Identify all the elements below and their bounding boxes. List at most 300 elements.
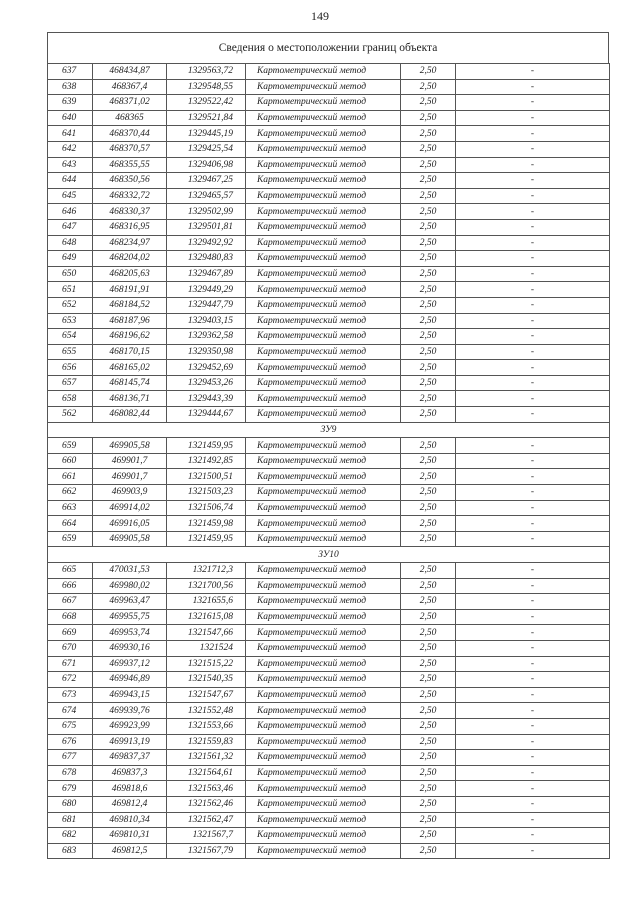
accuracy-cell: 2,50 — [401, 95, 456, 111]
accuracy-cell: 2,50 — [401, 141, 456, 157]
x-coordinate-cell: 468350,56 — [93, 173, 167, 189]
method-cell: Картометрический метод — [246, 282, 401, 298]
table-row — [48, 672, 610, 688]
x-coordinate-cell: 468184,52 — [93, 297, 167, 313]
method-cell: Картометрический метод — [246, 734, 401, 750]
accuracy-cell: 2,50 — [401, 235, 456, 251]
x-coordinate-cell: 468234,97 — [93, 235, 167, 251]
table-row — [48, 141, 610, 157]
table-row — [48, 625, 610, 641]
description-cell: - — [456, 750, 610, 766]
x-coordinate-cell: 469810,34 — [93, 812, 167, 828]
table-row — [48, 812, 610, 828]
x-coordinate-cell: 469903,9 — [93, 485, 167, 501]
method-cell: Картометрический метод — [246, 329, 401, 345]
x-coordinate-cell: 469905,58 — [93, 438, 167, 454]
x-coordinate-cell: 469812,4 — [93, 796, 167, 812]
table-row — [48, 173, 610, 189]
x-coordinate-cell: 468367,4 — [93, 79, 167, 95]
point-number-cell: 677 — [48, 750, 93, 766]
method-cell: Картометрический метод — [246, 485, 401, 501]
method-cell: Картометрический метод — [246, 266, 401, 282]
y-coordinate-cell: 1321459,98 — [167, 516, 246, 532]
y-coordinate-cell: 1321655,6 — [167, 594, 246, 610]
section-heading: ЗУ9 — [48, 422, 610, 438]
description-cell: - — [456, 734, 610, 750]
method-cell: Картометрический метод — [246, 812, 401, 828]
x-coordinate-cell: 468434,87 — [93, 64, 167, 80]
accuracy-cell: 2,50 — [401, 313, 456, 329]
point-number-cell: 658 — [48, 391, 93, 407]
point-number-cell: 655 — [48, 344, 93, 360]
y-coordinate-cell: 1321503,23 — [167, 485, 246, 501]
y-coordinate-cell: 1329492,92 — [167, 235, 246, 251]
x-coordinate-cell: 468170,15 — [93, 344, 167, 360]
boundary-table — [47, 32, 609, 859]
point-number-cell: 671 — [48, 656, 93, 672]
x-coordinate-cell: 469914,02 — [93, 500, 167, 516]
accuracy-cell: 2,50 — [401, 266, 456, 282]
method-cell: Картометрический метод — [246, 126, 401, 142]
table-row — [48, 235, 610, 251]
method-cell: Картометрический метод — [246, 453, 401, 469]
y-coordinate-cell: 1321547,66 — [167, 625, 246, 641]
accuracy-cell: 2,50 — [401, 734, 456, 750]
table-row — [48, 360, 610, 376]
y-coordinate-cell: 1321553,66 — [167, 718, 246, 734]
table-row — [48, 765, 610, 781]
table-row — [48, 594, 610, 610]
method-cell: Картометрический метод — [246, 563, 401, 579]
point-number-cell: 672 — [48, 672, 93, 688]
accuracy-cell: 2,50 — [401, 531, 456, 547]
method-cell: Картометрический метод — [246, 297, 401, 313]
x-coordinate-cell: 469810,31 — [93, 828, 167, 844]
accuracy-cell: 2,50 — [401, 219, 456, 235]
accuracy-cell: 2,50 — [401, 672, 456, 688]
y-coordinate-cell: 1329563,72 — [167, 64, 246, 80]
point-number-cell: 661 — [48, 469, 93, 485]
x-coordinate-cell: 468145,74 — [93, 375, 167, 391]
x-coordinate-cell: 469955,75 — [93, 609, 167, 625]
accuracy-cell: 2,50 — [401, 796, 456, 812]
y-coordinate-cell: 1321492,85 — [167, 453, 246, 469]
description-cell: - — [456, 173, 610, 189]
y-coordinate-cell: 1329406,98 — [167, 157, 246, 173]
x-coordinate-cell: 468136,71 — [93, 391, 167, 407]
x-coordinate-cell: 469818,6 — [93, 781, 167, 797]
method-cell: Картометрический метод — [246, 609, 401, 625]
accuracy-cell: 2,50 — [401, 563, 456, 579]
x-coordinate-cell: 468082,44 — [93, 407, 167, 423]
method-cell: Картометрический метод — [246, 79, 401, 95]
accuracy-cell: 2,50 — [401, 687, 456, 703]
table-row — [48, 157, 610, 173]
point-number-cell: 675 — [48, 718, 93, 734]
accuracy-cell: 2,50 — [401, 578, 456, 594]
method-cell: Картометрический метод — [246, 360, 401, 376]
description-cell: - — [456, 500, 610, 516]
point-number-cell: 650 — [48, 266, 93, 282]
page-number: 149 — [311, 9, 329, 23]
table-body — [48, 64, 610, 859]
table-row — [48, 687, 610, 703]
point-number-cell: 666 — [48, 578, 93, 594]
description-cell: - — [456, 407, 610, 423]
y-coordinate-cell: 1321562,47 — [167, 812, 246, 828]
description-cell: - — [456, 781, 610, 797]
description-cell: - — [456, 235, 610, 251]
accuracy-cell: 2,50 — [401, 79, 456, 95]
description-cell: - — [456, 297, 610, 313]
point-number-cell: 683 — [48, 843, 93, 859]
x-coordinate-cell: 468371,02 — [93, 95, 167, 111]
method-cell: Картометрический метод — [246, 188, 401, 204]
x-coordinate-cell: 468204,02 — [93, 251, 167, 267]
description-cell: - — [456, 204, 610, 220]
description-cell: - — [456, 563, 610, 579]
table-row — [48, 329, 610, 345]
accuracy-cell: 2,50 — [401, 843, 456, 859]
table-row — [48, 578, 610, 594]
y-coordinate-cell: 1329521,84 — [167, 110, 246, 126]
method-cell: Картометрический метод — [246, 703, 401, 719]
y-coordinate-cell: 1321515,22 — [167, 656, 246, 672]
point-number-cell: 654 — [48, 329, 93, 345]
method-cell: Картометрический метод — [246, 204, 401, 220]
method-cell: Картометрический метод — [246, 219, 401, 235]
x-coordinate-cell: 468187,96 — [93, 313, 167, 329]
y-coordinate-cell: 1329453,26 — [167, 375, 246, 391]
y-coordinate-cell: 1321506,74 — [167, 500, 246, 516]
method-cell: Картометрический метод — [246, 438, 401, 454]
method-cell: Картометрический метод — [246, 95, 401, 111]
method-cell: Картометрический метод — [246, 469, 401, 485]
description-cell: - — [456, 843, 610, 859]
method-cell: Картометрический метод — [246, 64, 401, 80]
point-number-cell: 660 — [48, 453, 93, 469]
accuracy-cell: 2,50 — [401, 344, 456, 360]
y-coordinate-cell: 1321567,7 — [167, 828, 246, 844]
table-row — [48, 796, 610, 812]
method-cell: Картометрический метод — [246, 625, 401, 641]
point-number-cell: 643 — [48, 157, 93, 173]
method-cell: Картометрический метод — [246, 344, 401, 360]
method-cell: Картометрический метод — [246, 313, 401, 329]
x-coordinate-cell: 468316,95 — [93, 219, 167, 235]
description-cell: - — [456, 578, 610, 594]
method-cell: Картометрический метод — [246, 516, 401, 532]
point-number-cell: 682 — [48, 828, 93, 844]
y-coordinate-cell: 1329548,55 — [167, 79, 246, 95]
point-number-cell: 659 — [48, 531, 93, 547]
method-cell: Картометрический метод — [246, 173, 401, 189]
accuracy-cell: 2,50 — [401, 640, 456, 656]
description-cell: - — [456, 313, 610, 329]
point-number-cell: 681 — [48, 812, 93, 828]
point-number-cell: 562 — [48, 407, 93, 423]
method-cell: Картометрический метод — [246, 235, 401, 251]
table-row — [48, 438, 610, 454]
table-row — [48, 750, 610, 766]
method-cell: Картометрический метод — [246, 718, 401, 734]
point-number-cell: 663 — [48, 500, 93, 516]
table-row — [48, 251, 610, 267]
description-cell: - — [456, 219, 610, 235]
point-number-cell: 652 — [48, 297, 93, 313]
x-coordinate-cell: 469946,89 — [93, 672, 167, 688]
point-number-cell: 674 — [48, 703, 93, 719]
accuracy-cell: 2,50 — [401, 407, 456, 423]
table-row — [48, 219, 610, 235]
method-cell: Картометрический метод — [246, 843, 401, 859]
point-number-cell: 667 — [48, 594, 93, 610]
table-row — [48, 204, 610, 220]
description-cell: - — [456, 594, 610, 610]
description-cell: - — [456, 266, 610, 282]
table-row — [48, 718, 610, 734]
point-number-cell: 639 — [48, 95, 93, 111]
x-coordinate-cell: 468191,91 — [93, 282, 167, 298]
y-coordinate-cell: 1321712,3 — [167, 563, 246, 579]
y-coordinate-cell: 1329425,54 — [167, 141, 246, 157]
table-row — [48, 656, 610, 672]
y-coordinate-cell: 1321567,79 — [167, 843, 246, 859]
description-cell: - — [456, 485, 610, 501]
y-coordinate-cell: 1321564,61 — [167, 765, 246, 781]
point-number-cell: 668 — [48, 609, 93, 625]
accuracy-cell: 2,50 — [401, 828, 456, 844]
description-cell: - — [456, 828, 610, 844]
method-cell: Картометрический метод — [246, 157, 401, 173]
accuracy-cell: 2,50 — [401, 329, 456, 345]
description-cell: - — [456, 251, 610, 267]
accuracy-cell: 2,50 — [401, 656, 456, 672]
x-coordinate-cell: 468165,02 — [93, 360, 167, 376]
y-coordinate-cell: 1321615,08 — [167, 609, 246, 625]
x-coordinate-cell: 469913,19 — [93, 734, 167, 750]
description-cell: - — [456, 329, 610, 345]
y-coordinate-cell: 1329467,89 — [167, 266, 246, 282]
accuracy-cell: 2,50 — [401, 282, 456, 298]
description-cell: - — [456, 95, 610, 111]
table-row — [48, 609, 610, 625]
section-heading: ЗУ10 — [48, 547, 610, 563]
accuracy-cell: 2,50 — [401, 204, 456, 220]
table-row — [48, 407, 610, 423]
table-row — [48, 843, 610, 859]
accuracy-cell: 2,50 — [401, 812, 456, 828]
description-cell: - — [456, 703, 610, 719]
point-number-cell: 678 — [48, 765, 93, 781]
table-row — [48, 126, 610, 142]
table-row — [48, 110, 610, 126]
description-cell: - — [456, 640, 610, 656]
point-number-cell: 651 — [48, 282, 93, 298]
point-number-cell: 673 — [48, 687, 93, 703]
y-coordinate-cell: 1329362,58 — [167, 329, 246, 345]
x-coordinate-cell: 469837,3 — [93, 765, 167, 781]
point-number-cell: 645 — [48, 188, 93, 204]
description-cell: - — [456, 765, 610, 781]
y-coordinate-cell: 1329452,69 — [167, 360, 246, 376]
table-row — [48, 563, 610, 579]
y-coordinate-cell: 1321559,83 — [167, 734, 246, 750]
point-number-cell: 649 — [48, 251, 93, 267]
method-cell: Картометрический метод — [246, 781, 401, 797]
y-coordinate-cell: 1321459,95 — [167, 531, 246, 547]
description-cell: - — [456, 609, 610, 625]
y-coordinate-cell: 1329465,57 — [167, 188, 246, 204]
description-cell: - — [456, 188, 610, 204]
table-row — [48, 469, 610, 485]
point-number-cell: 638 — [48, 79, 93, 95]
table-row — [48, 453, 610, 469]
x-coordinate-cell: 469905,58 — [93, 531, 167, 547]
y-coordinate-cell: 1329350,98 — [167, 344, 246, 360]
point-number-cell: 644 — [48, 173, 93, 189]
y-coordinate-cell: 1321540,35 — [167, 672, 246, 688]
description-cell: - — [456, 64, 610, 80]
point-number-cell: 659 — [48, 438, 93, 454]
x-coordinate-cell: 469953,74 — [93, 625, 167, 641]
accuracy-cell: 2,50 — [401, 781, 456, 797]
y-coordinate-cell: 1329467,25 — [167, 173, 246, 189]
table-row — [48, 375, 610, 391]
accuracy-cell: 2,50 — [401, 625, 456, 641]
table-row — [48, 64, 610, 80]
method-cell: Картометрический метод — [246, 141, 401, 157]
accuracy-cell: 2,50 — [401, 375, 456, 391]
x-coordinate-cell: 469916,05 — [93, 516, 167, 532]
x-coordinate-cell: 470031,53 — [93, 563, 167, 579]
y-coordinate-cell: 1329502,99 — [167, 204, 246, 220]
point-number-cell: 669 — [48, 625, 93, 641]
x-coordinate-cell: 469930,16 — [93, 640, 167, 656]
table-title: Сведения о местоположении границ объекта — [47, 32, 609, 63]
table-row — [48, 734, 610, 750]
accuracy-cell: 2,50 — [401, 157, 456, 173]
point-number-cell: 642 — [48, 141, 93, 157]
table-row — [48, 828, 610, 844]
y-coordinate-cell: 1321562,46 — [167, 796, 246, 812]
accuracy-cell: 2,50 — [401, 126, 456, 142]
method-cell: Картометрический метод — [246, 656, 401, 672]
x-coordinate-cell: 468355,55 — [93, 157, 167, 173]
description-cell: - — [456, 531, 610, 547]
y-coordinate-cell: 1321700,56 — [167, 578, 246, 594]
point-number-cell: 648 — [48, 235, 93, 251]
method-cell: Картометрический метод — [246, 391, 401, 407]
y-coordinate-cell: 1321547,67 — [167, 687, 246, 703]
method-cell: Картометрический метод — [246, 672, 401, 688]
x-coordinate-cell: 468370,44 — [93, 126, 167, 142]
description-cell: - — [456, 516, 610, 532]
point-number-cell: 670 — [48, 640, 93, 656]
point-number-cell: 665 — [48, 563, 93, 579]
y-coordinate-cell: 1329480,83 — [167, 251, 246, 267]
table-row — [48, 516, 610, 532]
method-cell: Картометрический метод — [246, 375, 401, 391]
x-coordinate-cell: 469980,02 — [93, 578, 167, 594]
x-coordinate-cell: 469963,47 — [93, 594, 167, 610]
method-cell: Картометрический метод — [246, 828, 401, 844]
y-coordinate-cell: 1321459,95 — [167, 438, 246, 454]
table-row — [48, 266, 610, 282]
accuracy-cell: 2,50 — [401, 360, 456, 376]
y-coordinate-cell: 1329447,79 — [167, 297, 246, 313]
method-cell: Картометрический метод — [246, 640, 401, 656]
accuracy-cell: 2,50 — [401, 750, 456, 766]
y-coordinate-cell: 1329445,19 — [167, 126, 246, 142]
accuracy-cell: 2,50 — [401, 391, 456, 407]
description-cell: - — [456, 375, 610, 391]
y-coordinate-cell: 1329449,29 — [167, 282, 246, 298]
table-row — [48, 297, 610, 313]
accuracy-cell: 2,50 — [401, 453, 456, 469]
point-number-cell: 641 — [48, 126, 93, 142]
coordinates-table — [47, 63, 610, 859]
accuracy-cell: 2,50 — [401, 188, 456, 204]
description-cell: - — [456, 126, 610, 142]
table-row — [48, 485, 610, 501]
y-coordinate-cell: 1321561,32 — [167, 750, 246, 766]
description-cell: - — [456, 687, 610, 703]
table-row — [48, 282, 610, 298]
method-cell: Картометрический метод — [246, 578, 401, 594]
point-number-cell: 657 — [48, 375, 93, 391]
point-number-cell: 664 — [48, 516, 93, 532]
x-coordinate-cell: 468196,62 — [93, 329, 167, 345]
table-row — [48, 703, 610, 719]
point-number-cell: 676 — [48, 734, 93, 750]
point-number-cell: 647 — [48, 219, 93, 235]
table-row — [48, 188, 610, 204]
section-heading-row — [48, 547, 610, 563]
table-row — [48, 531, 610, 547]
section-heading-row — [48, 422, 610, 438]
description-cell: - — [456, 282, 610, 298]
point-number-cell: 679 — [48, 781, 93, 797]
method-cell: Картометрический метод — [246, 407, 401, 423]
x-coordinate-cell: 468365 — [93, 110, 167, 126]
description-cell: - — [456, 157, 610, 173]
description-cell: - — [456, 656, 610, 672]
method-cell: Картометрический метод — [246, 500, 401, 516]
description-cell: - — [456, 79, 610, 95]
accuracy-cell: 2,50 — [401, 765, 456, 781]
point-number-cell: 640 — [48, 110, 93, 126]
description-cell: - — [456, 672, 610, 688]
accuracy-cell: 2,50 — [401, 500, 456, 516]
point-number-cell: 653 — [48, 313, 93, 329]
y-coordinate-cell: 1329522,42 — [167, 95, 246, 111]
description-cell: - — [456, 360, 610, 376]
description-cell: - — [456, 625, 610, 641]
x-coordinate-cell: 469812,5 — [93, 843, 167, 859]
accuracy-cell: 2,50 — [401, 469, 456, 485]
accuracy-cell: 2,50 — [401, 64, 456, 80]
accuracy-cell: 2,50 — [401, 173, 456, 189]
table-row — [48, 95, 610, 111]
accuracy-cell: 2,50 — [401, 110, 456, 126]
method-cell: Картометрический метод — [246, 687, 401, 703]
method-cell: Картометрический метод — [246, 110, 401, 126]
accuracy-cell: 2,50 — [401, 485, 456, 501]
method-cell: Картометрический метод — [246, 594, 401, 610]
y-coordinate-cell: 1329444,67 — [167, 407, 246, 423]
description-cell: - — [456, 344, 610, 360]
